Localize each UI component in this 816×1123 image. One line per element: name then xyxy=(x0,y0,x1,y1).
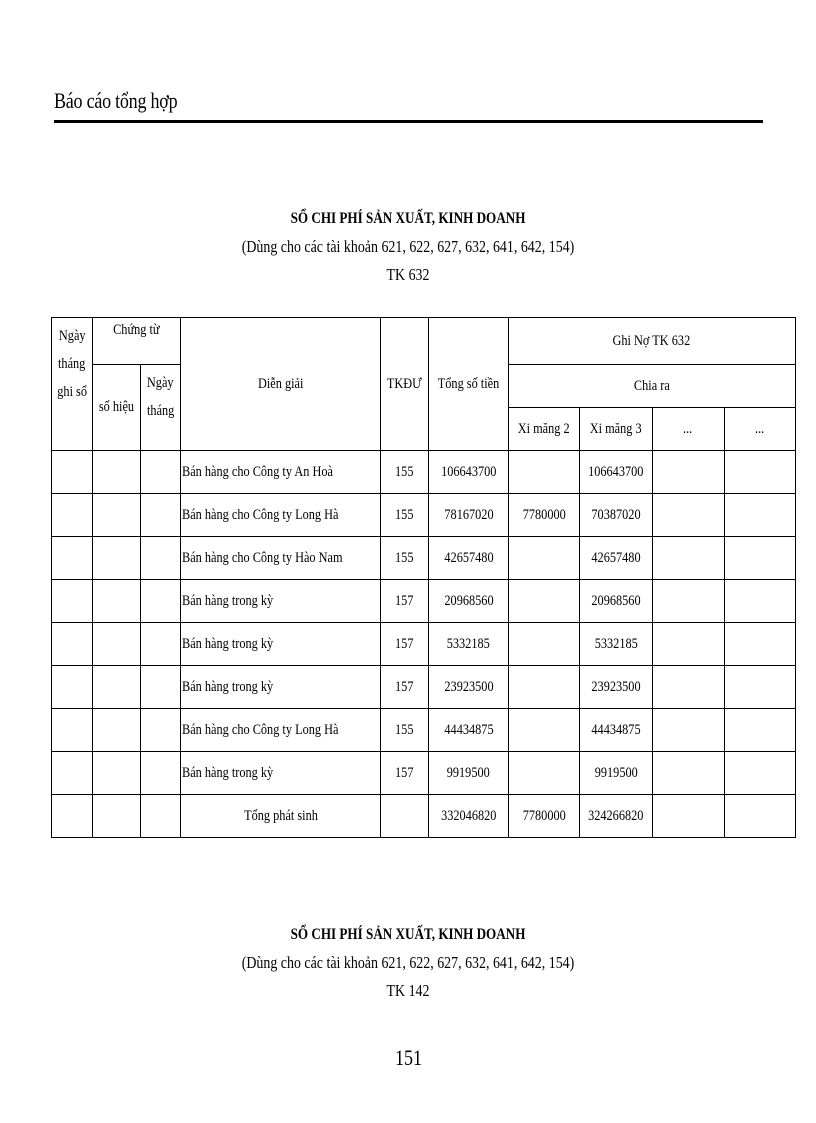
col-tong-so-tien: Tổng số tiền xyxy=(429,318,509,451)
cell-xm2 xyxy=(509,537,580,580)
cell-xm2 xyxy=(509,451,580,494)
cell-tkdu: 157 xyxy=(381,666,429,709)
cell-xm3: 70387020 xyxy=(580,494,653,537)
cell-dien-giai: Bán hàng trong kỳ xyxy=(181,580,381,623)
cell-xm3: 44434875 xyxy=(580,709,653,752)
cell-tkdu: 157 xyxy=(381,623,429,666)
cell-xm3: 5332185 xyxy=(580,623,653,666)
total-tong: 332046820 xyxy=(429,795,509,838)
ledger-subtitle: (Dùng cho các tài khoản 621, 622, 627, 632, 641, 642, 154) xyxy=(241,237,575,256)
table-row xyxy=(52,494,796,537)
col-xi-mang-2: Xi măng 2 xyxy=(509,408,580,451)
cell-tong: 5332185 xyxy=(429,623,509,666)
cell-tong: 20968560 xyxy=(429,580,509,623)
cell-xm2 xyxy=(509,666,580,709)
ledger-account: TK 632 xyxy=(386,265,430,284)
cell-tkdu: 155 xyxy=(381,537,429,580)
cell-xm3: 9919500 xyxy=(580,752,653,795)
table-row xyxy=(52,451,796,494)
header-rule xyxy=(54,120,763,123)
cell-tong: 23923500 xyxy=(429,666,509,709)
col-dien-giai: Diễn giải xyxy=(181,318,381,451)
cell-xm2 xyxy=(509,752,580,795)
col-chia-ra: Chia ra xyxy=(509,365,796,408)
table-row xyxy=(52,623,796,666)
cell-dien-giai: Bán hàng cho Công ty Long Hà xyxy=(181,709,381,752)
header-row-1 xyxy=(52,318,796,365)
col-tkdu: TKĐƯ xyxy=(381,318,429,451)
col-dots-2: ... xyxy=(724,408,795,451)
ledger2-subtitle: (Dùng cho các tài khoản 621, 622, 627, 632, 641, 642, 154) xyxy=(241,953,575,972)
cell-dien-giai: Bán hàng trong kỳ xyxy=(181,623,381,666)
cell-tkdu: 157 xyxy=(381,752,429,795)
cell-xm2 xyxy=(509,709,580,752)
cell-tong: 106643700 xyxy=(429,451,509,494)
total-xm3: 324266820 xyxy=(580,795,653,838)
col-dots-1: ... xyxy=(652,408,724,451)
total-label: Tổng phát sinh xyxy=(181,795,381,838)
ledger-title-block xyxy=(0,205,816,289)
cell-tong: 44434875 xyxy=(429,709,509,752)
ledger2-account: TK 142 xyxy=(386,981,430,1000)
cell-xm3: 106643700 xyxy=(580,451,653,494)
col-xi-mang-3: Xi măng 3 xyxy=(580,408,653,451)
col-ngay-thang: Ngày tháng xyxy=(141,365,181,451)
cell-dien-giai: Bán hàng trong kỳ xyxy=(181,752,381,795)
ledger-title: SỔ CHI PHÍ SẢN XUẤT, KINH DOANH xyxy=(290,210,526,227)
cell-dien-giai: Bán hàng cho Công ty Hào Nam xyxy=(181,537,381,580)
cell-tkdu: 155 xyxy=(381,451,429,494)
cell-xm3: 23923500 xyxy=(580,666,653,709)
col-chung-tu: Chứng từ xyxy=(93,318,181,365)
cell-tong: 42657480 xyxy=(429,537,509,580)
table-row xyxy=(52,537,796,580)
cell-xm3: 42657480 xyxy=(580,537,653,580)
cell-xm2: 7780000 xyxy=(509,494,580,537)
cell-tkdu: 157 xyxy=(381,580,429,623)
cell-tkdu: 155 xyxy=(381,709,429,752)
page-number: 151 xyxy=(394,1045,422,1070)
col-ghi-no: Ghi Nợ TK 632 xyxy=(509,318,796,365)
ledger2-title-block xyxy=(0,921,816,1005)
cell-xm2 xyxy=(509,580,580,623)
table-row xyxy=(52,752,796,795)
cell-dien-giai: Bán hàng cho Công ty An Hoà xyxy=(181,451,381,494)
ledger2-title: SỔ CHI PHÍ SẢN XUẤT, KINH DOANH xyxy=(290,926,526,943)
table-row xyxy=(52,709,796,752)
ledger-table xyxy=(51,317,796,838)
table-row xyxy=(52,580,796,623)
total-xm2: 7780000 xyxy=(509,795,580,838)
cell-tong: 78167020 xyxy=(429,494,509,537)
cell-xm2 xyxy=(509,623,580,666)
col-ngay-ghi-so: Ngày tháng ghi sổ xyxy=(52,318,93,451)
running-header: Báo cáo tổng hợp xyxy=(54,88,178,113)
table-row xyxy=(52,666,796,709)
cell-dien-giai: Bán hàng trong kỳ xyxy=(181,666,381,709)
ledger-body xyxy=(52,451,796,795)
cell-xm3: 20968560 xyxy=(580,580,653,623)
cell-tkdu: 155 xyxy=(381,494,429,537)
cell-tong: 9919500 xyxy=(429,752,509,795)
total-row xyxy=(52,795,796,838)
col-so-hieu: số hiệu xyxy=(93,365,141,451)
cell-dien-giai: Bán hàng cho Công ty Long Hà xyxy=(181,494,381,537)
